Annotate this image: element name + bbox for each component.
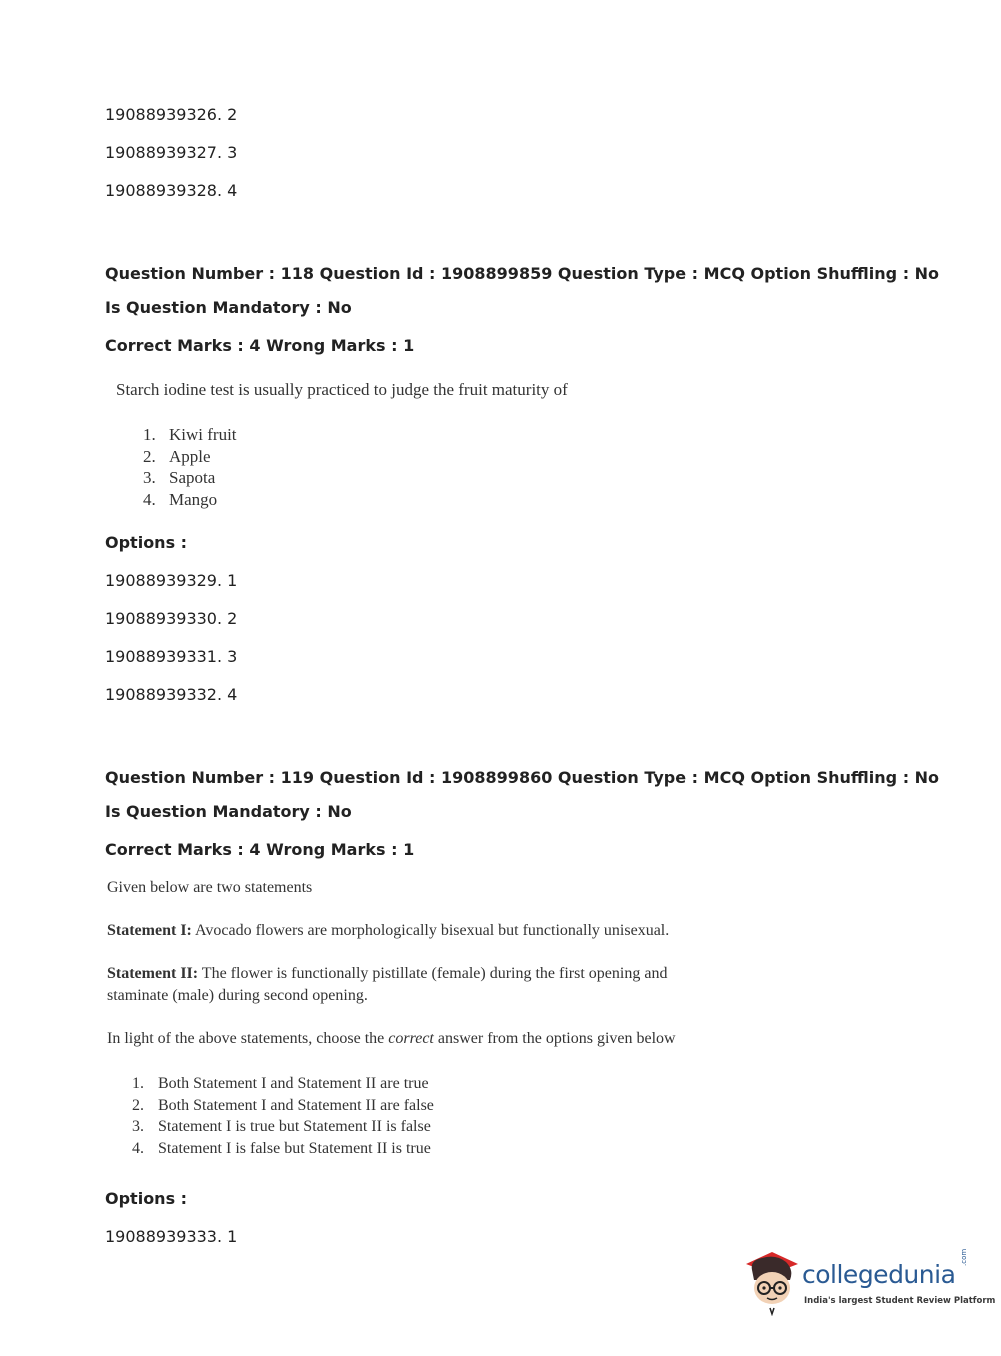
statement-2-cont: staminate (male) during second opening. [107,987,368,1004]
option-line: 19088939329. 1 [105,571,238,590]
statement-1-label: Statement I: [107,922,192,939]
question-intro: Given below are two statements [107,879,313,896]
choice-item: 2. Both Statement I and Statement II are false [132,1096,434,1114]
option-line: 19088939333. 1 [105,1227,238,1246]
choice-item: 3. Statement I is true but Statement II is false [132,1118,431,1136]
option-line: 19088939330. 2 [105,609,238,628]
choice-item: 4. Statement I is false but Statement II is true [132,1140,431,1158]
choice-item: 3. Sapota [143,468,216,488]
choice-item: 1. Kiwi fruit [143,425,237,444]
statement-2: Statement II: The flower is functionally pistillate (female) during the first opening and [107,965,668,982]
logo-suffix: .com [960,1248,968,1266]
mascot-icon [740,1248,802,1316]
option-line: 19088939328. 4 [105,181,238,200]
question-mandatory: Is Question Mandatory : No [105,298,352,317]
question-text: Starch iodine test is usually practiced to judge the fruit maturity of [116,380,568,399]
logo-wordmark: collegedunia [802,1260,956,1289]
question-marks: Correct Marks : 4 Wrong Marks : 1 [105,840,415,859]
question-marks: Correct Marks : 4 Wrong Marks : 1 [105,336,415,355]
options-label: Options : [105,533,188,552]
question-mandatory: Is Question Mandatory : No [105,802,352,821]
option-line: 19088939332. 4 [105,685,238,704]
option-line: 19088939327. 3 [105,143,238,162]
statement-1: Statement I: Avocado flowers are morphologically bisexual but functionally unisexual. [107,922,670,939]
option-line: 19088939326. 2 [105,105,238,124]
statement-2-label: Statement II: [107,965,199,982]
answer-choices [132,1073,434,1160]
choice-item: 2. Apple [143,446,211,466]
option-line: 19088939331. 3 [105,647,238,666]
question-header: Question Number : 119 Question Id : 1908899860 Question Type : MCQ Option Shuffling : No [105,768,940,787]
choice-item: 4. Mango [143,490,218,510]
question-header: Question Number : 118 Question Id : 1908899859 Question Type : MCQ Option Shuffling : No [105,264,940,283]
instruction-text: In light of the above statements, choose the correct answer from the options given below [107,1030,676,1047]
options-label: Options : [105,1189,188,1208]
choice-item: 1. Both Statement I and Statement II are true [132,1075,429,1092]
logo-tagline: India's largest Student Review Platform [804,1296,996,1306]
collegedunia-logo [740,1248,996,1318]
answer-choices [143,424,237,511]
